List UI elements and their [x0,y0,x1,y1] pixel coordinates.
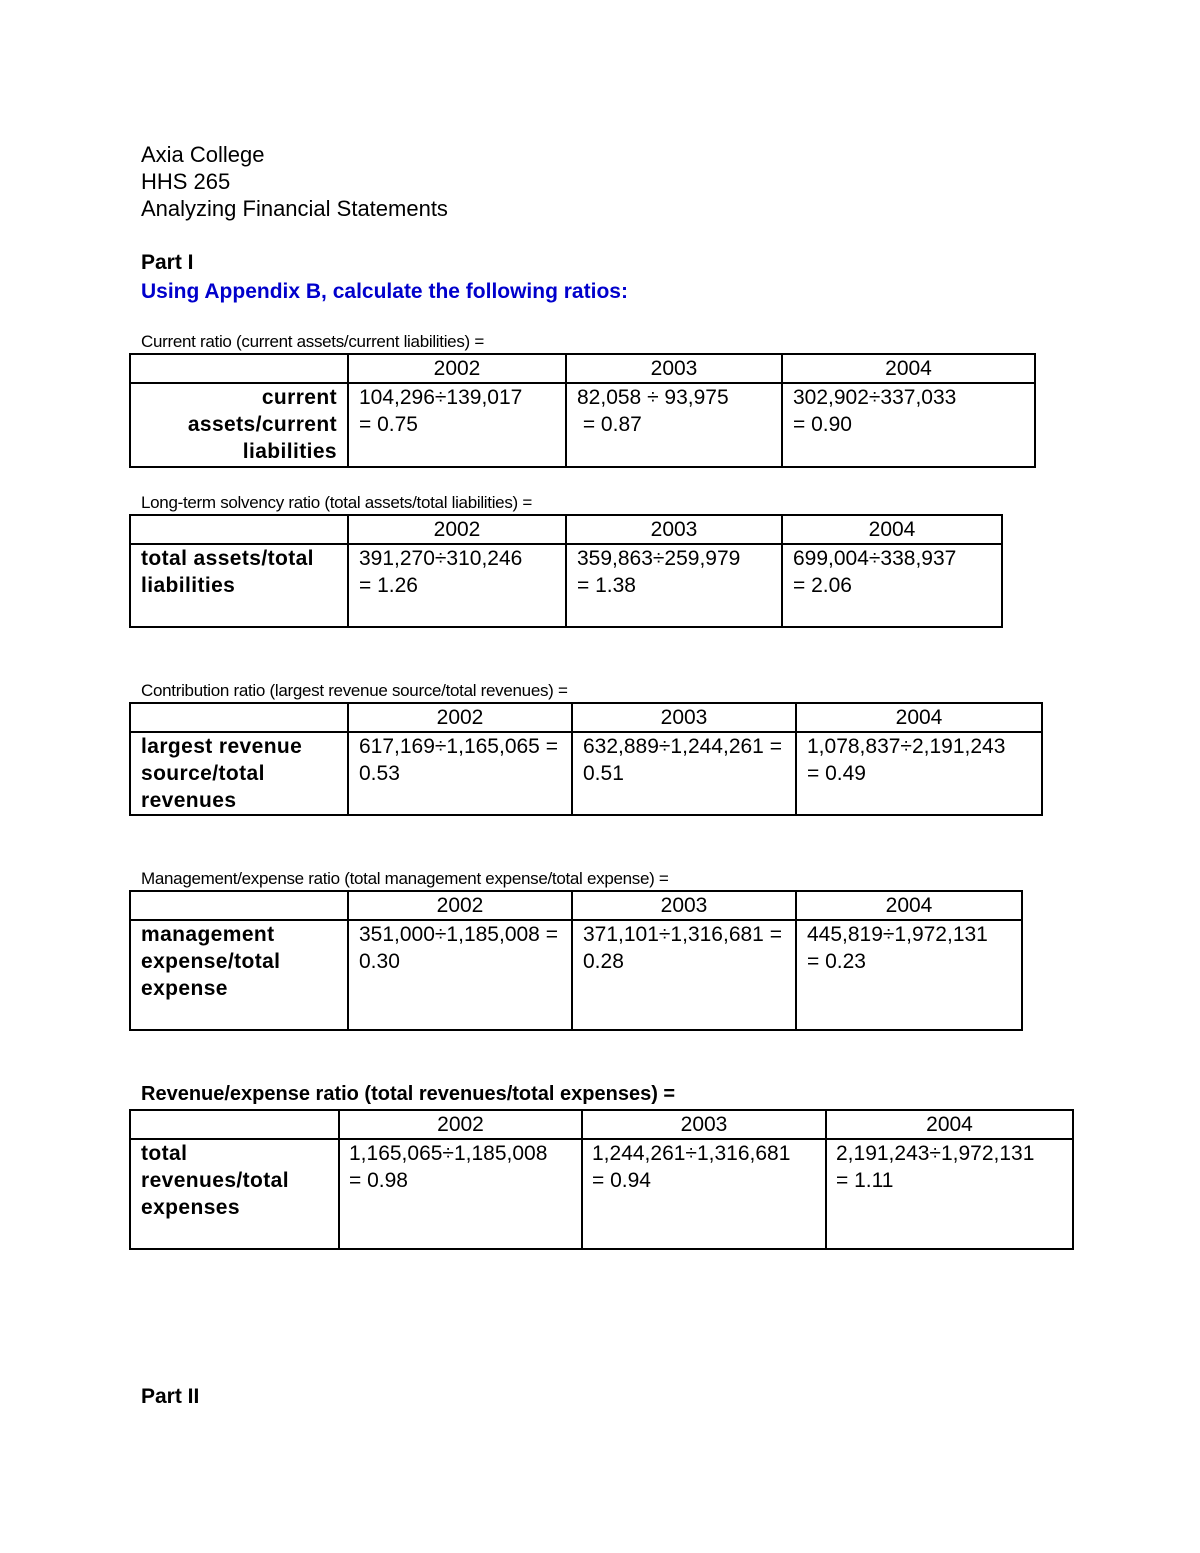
part1-instruction: Using Appendix B, calculate the following ratios: [141,280,628,303]
result: = 0.90 [793,413,852,436]
result: = 0.23 [807,950,866,973]
year-2004: 2004 [796,703,1042,732]
year-2003: 2003 [572,891,796,920]
result: = 0.87 [577,413,642,436]
ratio-cell-2003 [566,383,782,467]
year-row [130,515,1002,544]
calc: 359,863÷259,979 [577,547,741,570]
calc: 104,296÷139,017 [359,386,523,409]
calc: 302,902÷337,033 [793,386,957,409]
calc: 82,058 ÷ 93,975 [577,386,729,409]
year-2002: 2002 [348,515,566,544]
year-2003: 2003 [566,354,782,383]
revenue-expense-ratio-caption: Revenue/expense ratio (total revenues/total expenses) = [141,1083,676,1105]
result: = 0.94 [592,1169,651,1192]
year-row [130,703,1042,732]
calc: 391,270÷310,246 [359,547,523,570]
year-row [130,1110,1073,1139]
calc: 632,889÷1,244,261 = 0.51 [583,735,782,785]
result: = 1.38 [577,574,636,597]
ratio-row [130,732,1042,815]
year-2004: 2004 [796,891,1022,920]
year-2003: 2003 [582,1110,826,1139]
revenue-expense-ratio-table [129,1109,1074,1250]
contribution-ratio-caption: Contribution ratio (largest revenue source/total revenues) = [141,681,568,700]
calc: 445,819÷1,972,131 [807,923,988,946]
result: = 2.06 [793,574,852,597]
ratio-label: management expense/total expense [130,920,348,1030]
year-2002: 2002 [348,891,572,920]
corner-cell [130,354,348,383]
ratio-cell-2003 [582,1139,826,1249]
ratio-label: current assets/current liabilities [130,383,348,467]
corner-cell [130,1110,339,1139]
year-2004: 2004 [782,515,1002,544]
current-ratio-table [129,353,1036,468]
result: = 0.98 [349,1169,408,1192]
solvency-ratio-table [129,514,1003,628]
ratio-cell-2002 [339,1139,582,1249]
ratio-cell-2002 [348,732,572,815]
course-code: HHS 265 [141,169,231,194]
year-2002: 2002 [348,354,566,383]
management-ratio-caption: Management/expense ratio (total management expense/total expense) = [141,869,669,888]
ratio-row [130,1139,1073,1249]
ratio-label: largest revenue source/total revenues [130,732,348,815]
ratio-cell-2004 [826,1139,1073,1249]
ratio-row [130,383,1035,467]
ratio-cell-2004 [782,383,1035,467]
ratio-label: total assets/total liabilities [130,544,348,627]
result: = 0.49 [807,762,866,785]
result: = 1.11 [836,1169,894,1192]
calc: 1,165,065÷1,185,008 [349,1142,548,1165]
year-row [130,354,1035,383]
calc: 371,101÷1,316,681 = 0.28 [583,923,782,973]
ratio-cell-2003 [572,920,796,1030]
assignment-title: Analyzing Financial Statements [141,196,448,221]
contribution-ratio-table [129,702,1043,816]
ratio-cell-2002 [348,383,566,467]
calc: 617,169÷1,165,065 = 0.53 [359,735,558,785]
ratio-cell-2004 [782,544,1002,627]
result: = 0.75 [359,413,418,436]
year-2003: 2003 [572,703,796,732]
year-2004: 2004 [826,1110,1073,1139]
ratio-label: total revenues/total expenses [130,1139,339,1249]
corner-cell [130,891,348,920]
ratio-cell-2003 [566,544,782,627]
current-ratio-caption: Current ratio (current assets/current liabilities) = [141,332,484,351]
part2-title: Part II [141,1385,200,1408]
ratio-cell-2004 [796,732,1042,815]
ratio-cell-2002 [348,544,566,627]
calc: 2,191,243÷1,972,131 [836,1142,1035,1165]
calc: 1,244,261÷1,316,681 [592,1142,791,1165]
solvency-ratio-caption: Long-term solvency ratio (total assets/total liabilities) = [141,493,532,512]
year-2003: 2003 [566,515,782,544]
year-row [130,891,1022,920]
calc: 699,004÷338,937 [793,547,957,570]
calc: 1,078,837÷2,191,243 [807,735,1006,758]
course-school: Axia College [141,142,265,167]
year-2004: 2004 [782,354,1035,383]
corner-cell [130,515,348,544]
ratio-row [130,544,1002,627]
management-ratio-table [129,890,1023,1031]
year-2002: 2002 [339,1110,582,1139]
result: = 1.26 [359,574,418,597]
year-2002: 2002 [348,703,572,732]
part1-title: Part I [141,251,194,274]
corner-cell [130,703,348,732]
ratio-cell-2003 [572,732,796,815]
ratio-cell-2002 [348,920,572,1030]
ratio-row [130,920,1022,1030]
calc: 351,000÷1,185,008 = 0.30 [359,923,558,973]
ratio-cell-2004 [796,920,1022,1030]
